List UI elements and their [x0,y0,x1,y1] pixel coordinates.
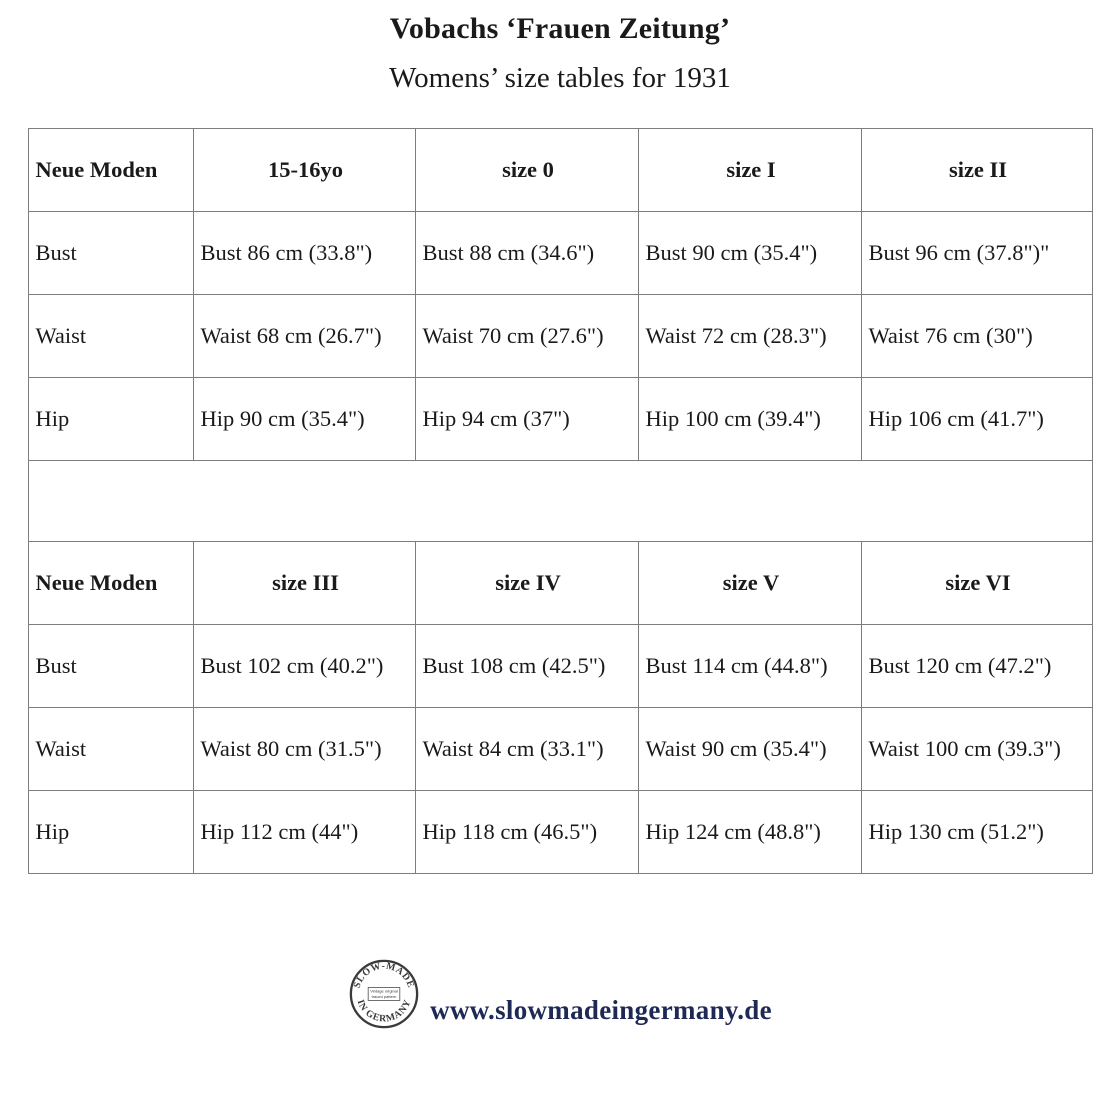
size-table-body [28,129,1092,874]
footer [0,958,1120,1030]
table-row [28,295,1092,378]
size-column-header: size I [638,129,861,212]
measure-value-cell: Hip 90 cm (35.4") [193,378,415,461]
table-row [28,625,1092,708]
measure-value-cell: Hip 106 cm (41.7") [861,378,1092,461]
slow-made-in-germany-stamp-logo [348,958,420,1030]
measure-value-cell: Hip 112 cm (44") [193,791,415,874]
measure-value-cell: Bust 102 cm (40.2") [193,625,415,708]
corner-header: Neue Moden [28,129,193,212]
measure-value-cell: Bust 96 cm (37.8")" [861,212,1092,295]
measure-value-cell: Waist 100 cm (39.3") [861,708,1092,791]
header-row [28,129,1092,212]
size-column-header: size VI [861,542,1092,625]
svg-text:SLOW-MADE [352,961,417,990]
size-column-header: size III [193,542,415,625]
stamp-arc-bottom-text: IN GERMANY [354,997,414,1025]
table-row [28,708,1092,791]
measure-label-cell: Waist [28,295,193,378]
size-column-header: size IV [415,542,638,625]
size-table [28,128,1093,874]
table-row [28,212,1092,295]
stamp-inner-line1: Vintage original [370,988,398,994]
corner-header: Neue Moden [28,542,193,625]
measure-value-cell: Waist 84 cm (33.1") [415,708,638,791]
measure-value-cell: Waist 72 cm (28.3") [638,295,861,378]
page-title: Vobachs ‘Frauen Zeitung’ [389,12,731,45]
size-column-header: size II [861,129,1092,212]
stamp-arc-top-text: SLOW-MADE [351,960,417,990]
table-row [28,791,1092,874]
measure-value-cell: Bust 108 cm (42.5") [415,625,638,708]
measure-label-cell: Bust [28,212,193,295]
measure-label-cell: Bust [28,625,193,708]
table-row [28,378,1092,461]
measure-value-cell: Hip 124 cm (48.8") [638,791,861,874]
measure-value-cell: Waist 80 cm (31.5") [193,708,415,791]
measure-value-cell: Hip 130 cm (51.2") [861,791,1092,874]
measure-label-cell: Hip [28,378,193,461]
measure-value-cell: Bust 90 cm (35.4") [638,212,861,295]
page-subtitle: Womens’ size tables for 1931 [389,62,731,94]
measure-value-cell: Waist 68 cm (26.7") [193,295,415,378]
size-column-header: 15-16yo [193,129,415,212]
measure-value-cell: Bust 88 cm (34.6") [415,212,638,295]
size-column-header: size V [638,542,861,625]
measure-value-cell: Bust 120 cm (47.2") [861,625,1092,708]
measure-value-cell: Waist 76 cm (30") [861,295,1092,378]
measure-label-cell: Waist [28,708,193,791]
measure-value-cell: Hip 118 cm (46.5") [415,791,638,874]
measure-value-cell: Bust 86 cm (33.8") [193,212,415,295]
stamp-inner-line2: traced pattern [371,993,397,999]
table-spacer [28,461,1092,542]
measure-value-cell: Waist 90 cm (35.4") [638,708,861,791]
website-url: www.slowmadeingermany.de [430,995,772,1025]
size-column-header: size 0 [415,129,638,212]
measure-label-cell: Hip [28,791,193,874]
measure-value-cell: Waist 70 cm (27.6") [415,295,638,378]
header-row [28,542,1092,625]
measure-value-cell: Bust 114 cm (44.8") [638,625,861,708]
measure-value-cell: Hip 94 cm (37") [415,378,638,461]
measure-value-cell: Hip 100 cm (39.4") [638,378,861,461]
spacer-row [28,461,1092,542]
